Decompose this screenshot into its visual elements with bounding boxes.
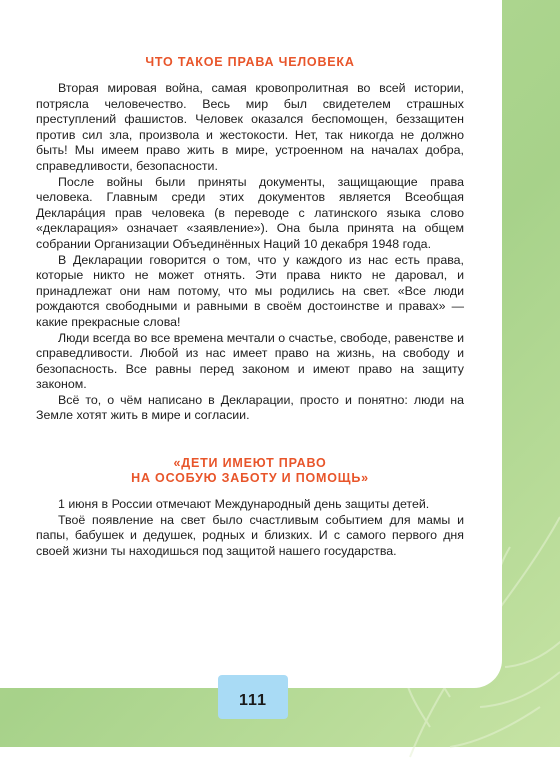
- section-title-line-1: «ДЕТИ ИМЕЮТ ПРАВО: [173, 456, 327, 471]
- paragraph: Вторая мировая война, самая кровопролитная во всей истории, потрясла человечество. Весь мир был свидетелем страшных преступлений фашистов. Человек оказался беспомощен, беззащитен против сил зла, произвола и жестокости. Нет, так никогда не должно быть! Мы имеем право жить в мире, устроенном на началах добра, справедливости, безопасности.: [36, 81, 464, 173]
- section-spacer: [36, 424, 464, 456]
- paragraph: Всё то, о чём написано в Декларации, просто и понятно: люди на Земле хотят жить в мире и согласии.: [36, 392, 464, 423]
- paragraph: Люди всегда во все времена мечтали о счастье, свободе, равенстве и справедливости. Любой из нас имеет право на жизнь, на свободу и безопасность. Все равны перед законом и имеют право на защиту законом.: [36, 330, 464, 392]
- paragraph: В Декларации говорится о том, что у каждого из нас есть права, которые никто не может отнять. Эти права никто не даровал, и принадлежат они нам потому, что мы родились на свет. «Все люди рождаются свободными и равными в своём достоинстве и правах» — какие прекрасные слова!: [36, 252, 464, 329]
- paragraph: 1 июня в России отмечают Международный день защиты детей.: [58, 497, 430, 512]
- section-title-line-2: НА ОСОБУЮ ЗАБОТУ И ПОМОЩЬ»: [131, 471, 369, 486]
- page-number: 111: [239, 692, 267, 709]
- paragraph: После войны были приняты документы, защищающие права человека. Главным среди этих документов является Всеобщая Деклара́ция прав человека (в переводе с латинского языка слово «декларация» означает «заявление»). Она была принята на общем собрании Организации Объединённых Наций 10 декабря 1948 года.: [36, 174, 464, 251]
- section-title: ЧТО ТАКОЕ ПРАВА ЧЕЛОВЕКА: [145, 55, 355, 69]
- text-column: [36, 55, 464, 559]
- paragraph: Твоё появление на свет было счастливым событием для мамы и папы, бабушек и дедушек, родных и близких. И с самого первого дня своей жизни ты находишься под защитой нашего государства.: [36, 512, 464, 558]
